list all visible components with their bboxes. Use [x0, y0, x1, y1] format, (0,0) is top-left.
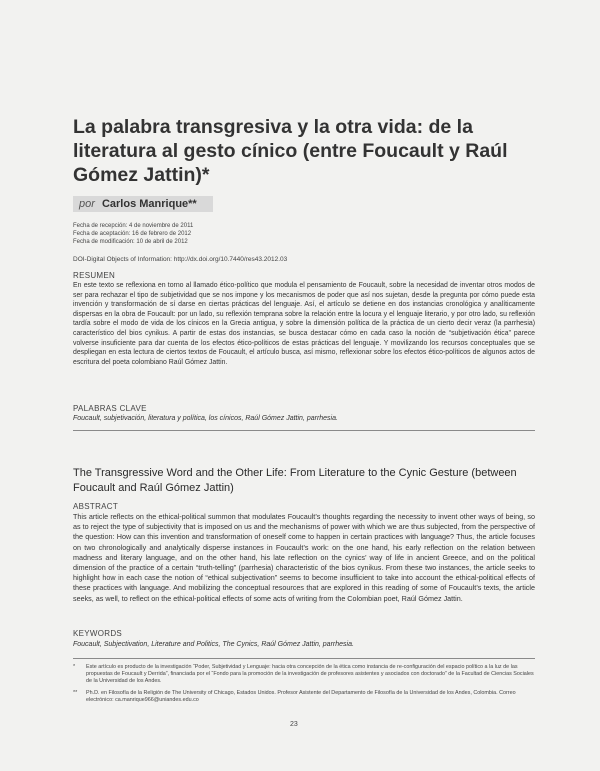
page-number: 23: [290, 721, 298, 728]
footnote-mark: *: [73, 664, 76, 670]
resumen-label: RESUMEN: [73, 271, 116, 280]
palabras-clave-text: Foucault, subjetivación, literatura y política, los cínicos, Raúl Gómez Jattin, parrhesia.: [73, 415, 338, 422]
dates-block: [73, 222, 193, 246]
footnote-divider: [73, 658, 535, 659]
byline: [73, 196, 213, 212]
date-received: Fecha de recepción: 4 de noviembre de 2011: [73, 223, 194, 229]
english-title: The Transgressive Word and the Other Life: From Literature to the Cynic Gesture (between Foucault and Raúl Gómez Jattin): [73, 467, 517, 494]
palabras-clave-label: PALABRAS CLAVE: [73, 404, 147, 413]
doi-line: DOI-Digital Objects of Information: http://dx.doi.org/10.7440/res43.2012.03: [73, 256, 288, 263]
keywords-text: Foucault, Subjectivation, Literature and Politics, The Cynics, Raúl Gómez Jattin, parrhesia.: [73, 641, 354, 648]
date-modified: Fecha de modificación: 10 de abril de 2012: [73, 239, 188, 245]
byline-prefix: por: [79, 198, 95, 210]
footnote: [73, 664, 535, 686]
section-divider: [73, 430, 535, 431]
footnote-mark: **: [73, 690, 78, 696]
author-name: Carlos Manrique**: [101, 198, 197, 210]
footnote-text: Ph.D. en Filosofía de la Religión de The University of Chicago, Estados Unidos. Profesor Asistente del Departamento de Filosofía de la Universidad de los Andes, Colombia. Correo electrónico: ca.manrique966@uniandes.edu.co: [86, 690, 516, 704]
resumen-text: En este texto se reflexiona en torno al llamado ético-político que modula el pensamiento de Foucault, sobre la necesidad de inventar otros modos de ser para rechazar el tipo de subjetividad que se nos impone y los mecanismos de poder que así nos sujetan, desde la pregunta por cómo puede esta invención y transformación de sí darse en ciertas prácticas del lenguaje. Así, el artículo se detiene en dos instancias cronológica y analíticamente dispersas en la obra de Foucault: por un lado, su reflexión temprana sobre la relación entre la locura y el lenguaje literario, y por otro lado, su reflexión tardía sobre el modo de vida de los cínicos en la Grecia antigua, y sobre la dimensión política de la práctica de un cierto decir veraz (la parrhesia) característico del bios cynikus. A partir de estas dos instancias, se busca destacar cómo en cada caso la noción de “subjetivación ética” parece volverse insuficiente para dar cuenta de los efectos ético-políticos de estas prácticas del lenguaje. Y movilizando los recursos conceptuales que se despliegan en esta lectura de ciertos textos de Foucault, el artículo busca, así mismo, reflexionar sobre los efectos ético-políticos de algunos actos de escritura del poeta colombiano Raúl Gómez Jattin.: [73, 282, 535, 366]
abstract-label: ABSTRACT: [73, 502, 119, 511]
keywords-label: KEYWORDS: [73, 629, 123, 638]
date-accepted: Fecha de aceptación: 16 de febrero de 2012: [73, 231, 192, 237]
footnote: [73, 690, 535, 704]
article-title: La palabra transgresiva y la otra vida: de la literatura al gesto cínico (entre Foucault y Raúl Gómez Jattin)*: [73, 116, 508, 186]
abstract-text: This article reflects on the ethical-political summon that modulates Foucault’s thoughts regarding the necessity to invent other ways of being, so as to reject the type of subjectivity that is imposed on us and the mechanisms of power with which we are thus subjected, from the perspective of the question: How can this invention and transformation of oneself come to happen in certain practices with language? Thus, the article focuses on two chronologically and analytically disperse instances in Foucault’s work: on the one hand, his early reflection on the relation between madness and literary language, and on the other hand, his late reflection on the cynics’ way of life in ancient Greece, and on the political dimension of the practice of a certain “truth-telling” (parrhesia) characteristic of the bios cynikus. From these two instances, the article seeks to highlight how in each case the notion of “ethical subjectivation” seems to become insufficient to take into account the ethical-political effects of these practices with language. And mobilizing the conceptual resources that are explored in this reading of some of Foucault’s texts, the article seeks, as well, to reflect on the ethical-political effects of some acts of writing from the Colombian poet, Raúl Gómez Jattin.: [73, 512, 535, 603]
footnote-text: Este artículo es producto de la investigación “Poder, Subjetividad y Lenguaje: hacia otra concepción de la ética como instancia de re-configuración del espacio político a la luz de las propuestas de Foucault y Derrida”, financiada por el “Fondo para la promoción de la investigación de profesores asistentes y asociados con doctorado” de la Facultad de Ciencias Sociales de la Universidad de los Andes.: [86, 664, 534, 685]
